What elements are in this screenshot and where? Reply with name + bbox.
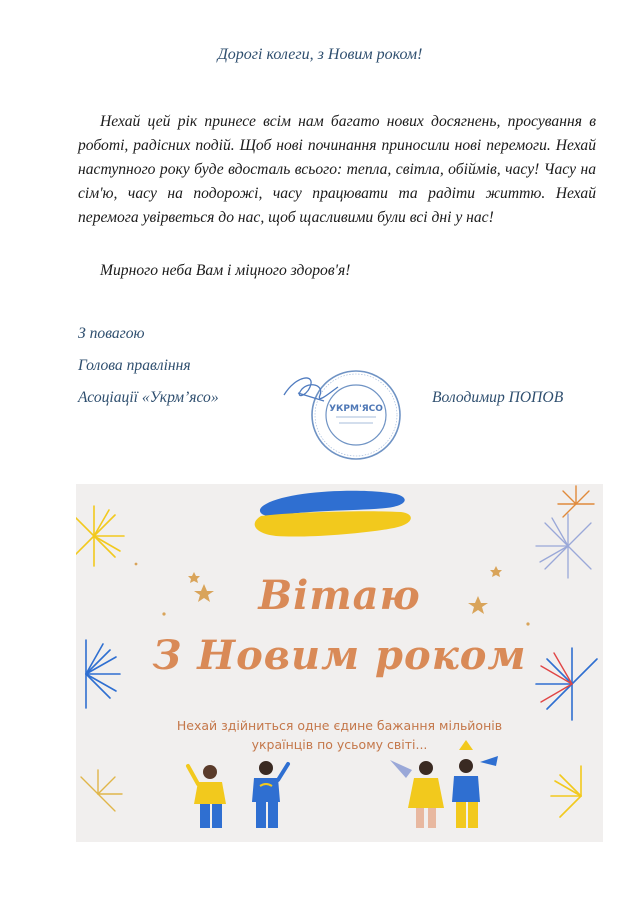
organization-name: Асоціації «Укрм’ясо» xyxy=(78,389,219,406)
greeting: Дорогі колеги, з Новим роком! xyxy=(217,46,423,63)
stamp xyxy=(276,365,406,465)
stamp-center-text: УКРМ'ЯСО xyxy=(329,404,383,414)
signature-scribble xyxy=(284,378,338,401)
regards: З повагою xyxy=(78,325,145,342)
signer-name: Володимир ПОПОВ xyxy=(432,389,564,406)
wish-line: Мирного неба Вам і міцного здоров'я! xyxy=(100,262,351,279)
signer-position: Голова правління xyxy=(78,357,191,374)
card-subtitle-line2: українців по усьому світі... xyxy=(251,737,428,752)
card-title-line2: З Новим роком xyxy=(152,632,527,679)
greeting-card xyxy=(76,484,603,842)
card-title-line1: Вітаю xyxy=(258,572,421,619)
flag-brush-icon xyxy=(255,491,411,537)
card-subtitle-line1: Нехай здійниться одне єдине бажання мільйонів xyxy=(176,718,503,733)
letter-paragraph: Нехай цей рік принесе всім нам багато нових досягнень, просування в роботі, радісних подій. Щоб нові починання приносили нові перемоги. Нехай наступного року буде вдосталь всього: тепла, світла, обіймів, часу! Часу на сім'ю, часу на подорожі, часу працювати та радіти життю. Нехай перемога увірветься до нас, щоб щасливими були всі дні у нас! xyxy=(78,113,596,226)
people-left-icon xyxy=(188,761,288,828)
stamp-seal-icon xyxy=(276,365,406,465)
card-subtitle xyxy=(136,716,543,754)
